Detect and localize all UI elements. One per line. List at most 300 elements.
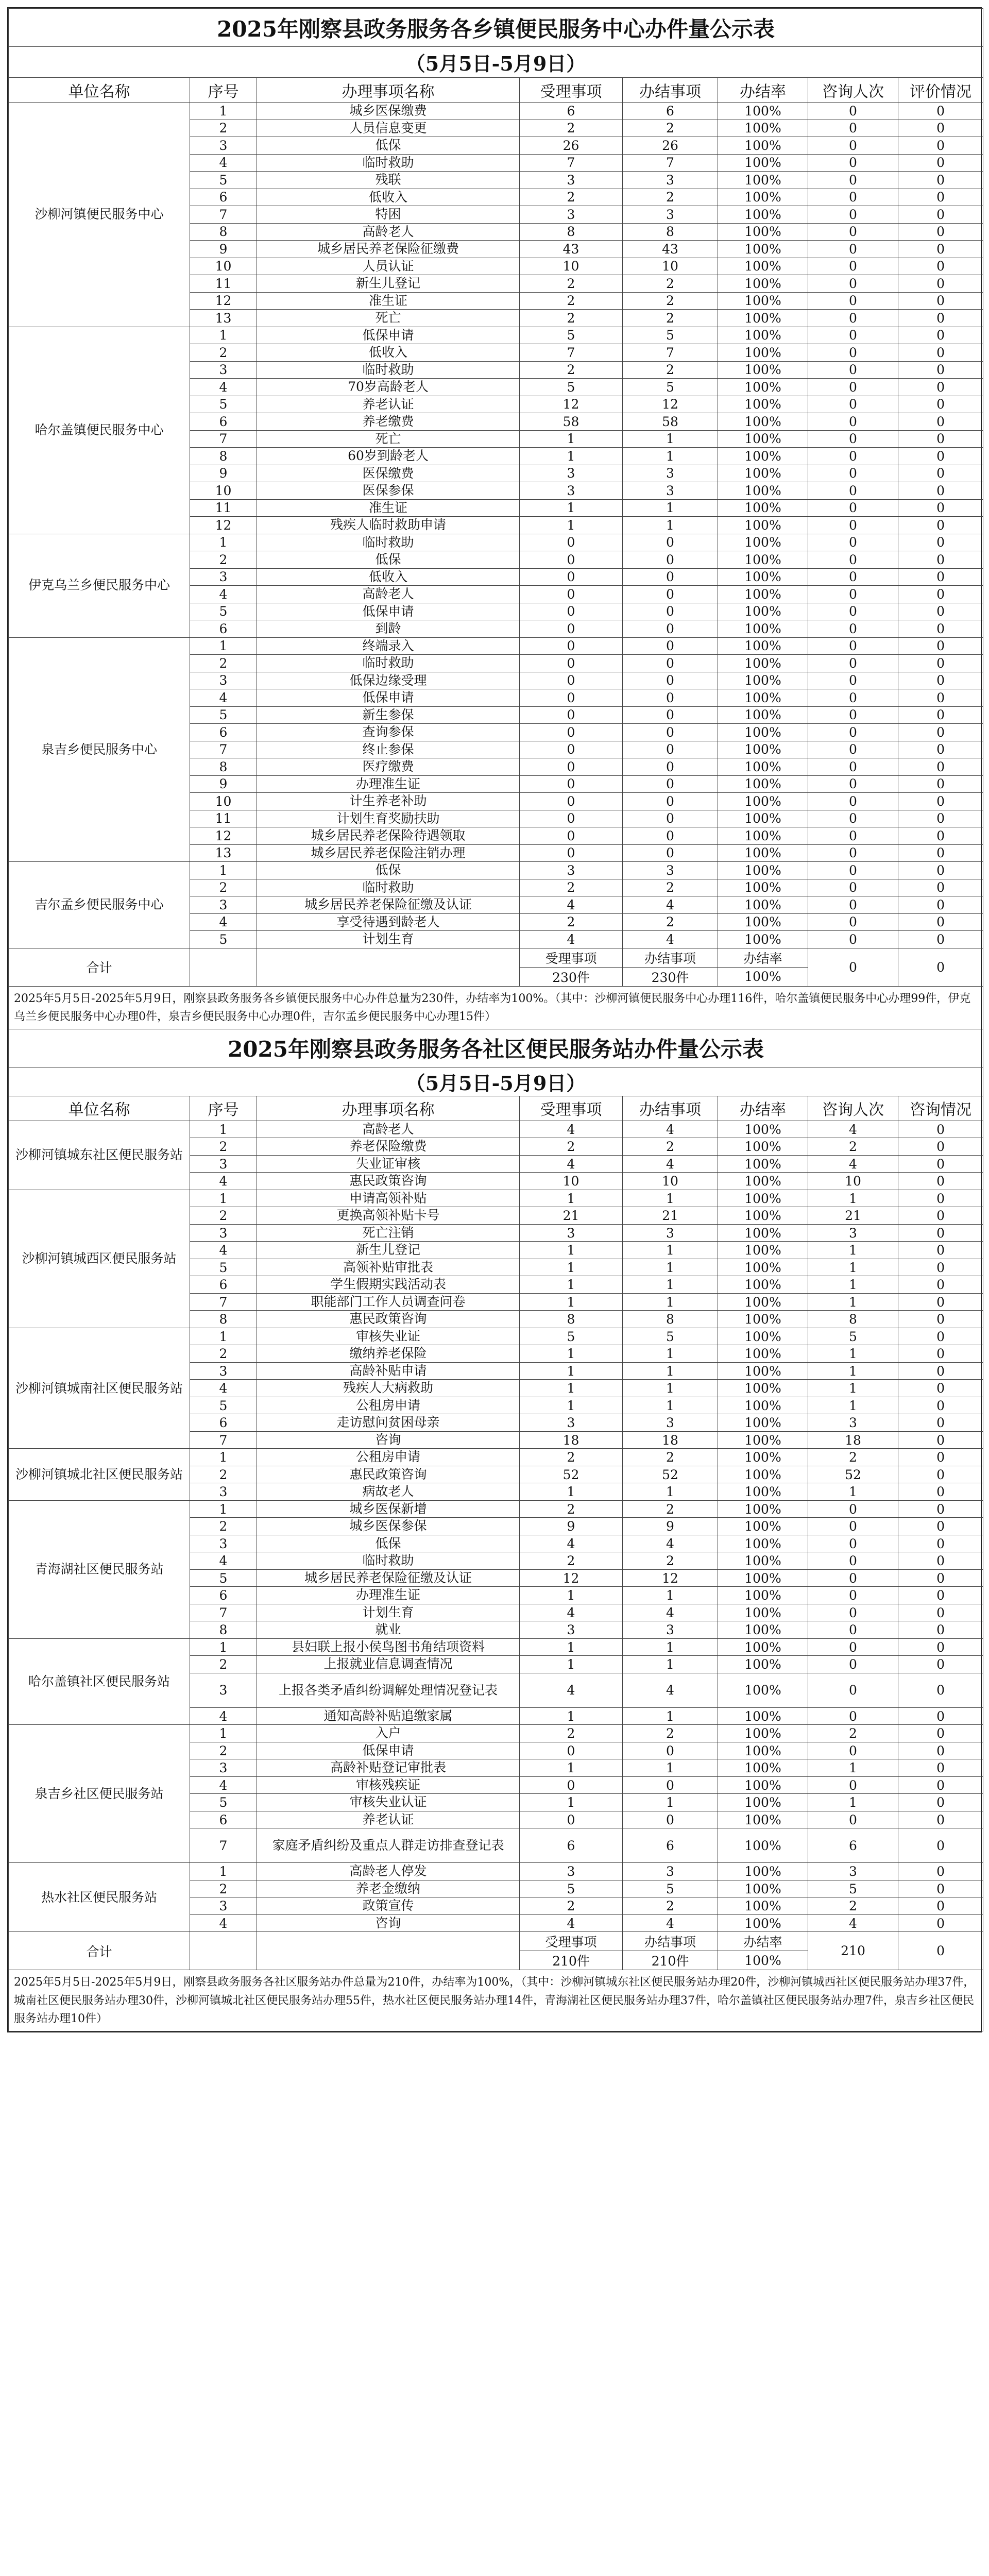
- accepted-cell: 9: [520, 1518, 623, 1535]
- table-row: [9, 1449, 983, 1466]
- eval-cell: 0: [898, 1535, 983, 1552]
- consult-cell: 0: [808, 154, 898, 172]
- consult-cell: 0: [808, 568, 898, 586]
- item-cell: 县妇联上报小侯鸟图书角结项资料: [257, 1638, 520, 1656]
- item-cell: 60岁到龄老人: [257, 448, 520, 465]
- consult-cell: 0: [808, 1638, 898, 1656]
- eval-cell: 0: [898, 154, 983, 172]
- unit-name: 伊克乌兰乡便民服务中心: [9, 534, 190, 637]
- consult-cell: 0: [808, 620, 898, 638]
- eval-cell: 0: [898, 603, 983, 620]
- completed-cell: 0: [623, 534, 718, 551]
- accepted-cell: 18: [520, 1431, 623, 1449]
- accepted-cell: 0: [520, 810, 623, 827]
- accepted-cell: 1: [520, 448, 623, 465]
- eval-cell: 0: [898, 724, 983, 741]
- completed-cell: 8: [623, 223, 718, 241]
- consult-cell: 0: [808, 913, 898, 931]
- item-cell: 人员信息变更: [257, 120, 520, 137]
- accepted-cell: 1: [520, 1276, 623, 1294]
- total-blank: [190, 948, 257, 986]
- consult-cell: 0: [808, 1673, 898, 1707]
- item-cell: 申请高领补贴: [257, 1190, 520, 1207]
- eval-cell: 0: [898, 913, 983, 931]
- completed-cell: 10: [623, 1173, 718, 1190]
- rate-cell: 100%: [718, 310, 808, 327]
- consult-cell: 0: [808, 292, 898, 310]
- accepted-cell: 4: [520, 1673, 623, 1707]
- total-completed: 230件: [623, 967, 718, 986]
- consult-cell: 1: [808, 1362, 898, 1380]
- total-accepted: 230件: [520, 967, 623, 986]
- total-consult: 0: [808, 948, 898, 986]
- eval-cell: 0: [898, 1362, 983, 1380]
- eval-cell: 0: [898, 465, 983, 482]
- completed-cell: 12: [623, 1569, 718, 1587]
- item-cell: 城乡医保新增: [257, 1500, 520, 1518]
- accepted-cell: 0: [520, 793, 623, 810]
- eval-cell: 0: [898, 413, 983, 431]
- completed-cell: 3: [623, 1863, 718, 1880]
- consult-cell: 0: [808, 499, 898, 517]
- eval-cell: 0: [898, 827, 983, 845]
- eval-cell: 0: [898, 1880, 983, 1897]
- eval-cell: 0: [898, 879, 983, 896]
- seq-cell: 8: [190, 758, 257, 776]
- completed-cell: 2: [623, 310, 718, 327]
- rate-cell: 100%: [718, 827, 808, 845]
- rate-cell: 100%: [718, 1276, 808, 1294]
- consult-cell: 0: [808, 137, 898, 155]
- unit-name: 哈尔盖镇社区便民服务站: [9, 1638, 190, 1725]
- unit-name: 吉尔孟乡便民服务中心: [9, 862, 190, 948]
- total-header: 受理事项: [520, 1932, 623, 1951]
- consult-cell: 0: [808, 862, 898, 879]
- accepted-cell: 3: [520, 465, 623, 482]
- table-row: [9, 1121, 983, 1138]
- eval-cell: 0: [898, 1397, 983, 1414]
- seq-cell: 6: [190, 413, 257, 431]
- seq-cell: 7: [190, 430, 257, 448]
- rate-cell: 100%: [718, 1656, 808, 1673]
- rate-cell: 100%: [718, 292, 808, 310]
- completed-cell: 0: [623, 724, 718, 741]
- accepted-cell: 1: [520, 1483, 623, 1501]
- consult-cell: 0: [808, 1776, 898, 1794]
- item-cell: 上报就业信息调查情况: [257, 1656, 520, 1673]
- item-cell: 查询参保: [257, 724, 520, 741]
- rate-cell: 100%: [718, 413, 808, 431]
- consult-cell: 0: [808, 1587, 898, 1604]
- eval-cell: 0: [898, 672, 983, 689]
- completed-cell: 1: [623, 1587, 718, 1604]
- accepted-cell: 8: [520, 1311, 623, 1328]
- rate-cell: 100%: [718, 1707, 808, 1725]
- seq-cell: 3: [190, 672, 257, 689]
- table-row: [9, 1725, 983, 1742]
- completed-cell: 0: [623, 655, 718, 672]
- consult-cell: 0: [808, 689, 898, 707]
- accepted-cell: 1: [520, 517, 623, 534]
- seq-cell: 12: [190, 517, 257, 534]
- consult-cell: 0: [808, 706, 898, 724]
- completed-cell: 1: [623, 1638, 718, 1656]
- eval-cell: 0: [898, 482, 983, 500]
- accepted-cell: 0: [520, 551, 623, 569]
- accepted-cell: 2: [520, 361, 623, 379]
- consult-cell: 0: [808, 879, 898, 896]
- consult-cell: 0: [808, 1811, 898, 1828]
- item-cell: 计划生育奖励扶助: [257, 810, 520, 827]
- consult-cell: 0: [808, 637, 898, 655]
- seq-cell: 4: [190, 1380, 257, 1397]
- completed-cell: 26: [623, 137, 718, 155]
- accepted-cell: 1: [520, 1759, 623, 1777]
- seq-cell: 9: [190, 775, 257, 793]
- completed-cell: 2: [623, 189, 718, 206]
- item-cell: 城乡居民养老保险待遇领取: [257, 827, 520, 845]
- consult-cell: 0: [808, 896, 898, 914]
- eval-cell: 0: [898, 1863, 983, 1880]
- rate-cell: 100%: [718, 1552, 808, 1570]
- item-cell: 家庭矛盾纠纷及重点人群走访排查登记表: [257, 1828, 520, 1863]
- completed-cell: 0: [623, 1776, 718, 1794]
- consult-cell: 2: [808, 1897, 898, 1915]
- header-cell: 办结率: [718, 1096, 808, 1121]
- eval-cell: 0: [898, 1500, 983, 1518]
- completed-cell: 12: [623, 396, 718, 413]
- eval-cell: 0: [898, 137, 983, 155]
- header-cell: 评价情况: [898, 78, 983, 103]
- completed-cell: 1: [623, 1759, 718, 1777]
- rate-cell: 100%: [718, 1328, 808, 1345]
- consult-cell: 0: [808, 465, 898, 482]
- seq-cell: 2: [190, 655, 257, 672]
- completed-cell: 2: [623, 361, 718, 379]
- consult-cell: 1: [808, 1242, 898, 1259]
- completed-cell: 21: [623, 1207, 718, 1225]
- eval-cell: 0: [898, 1828, 983, 1863]
- seq-cell: 8: [190, 1621, 257, 1639]
- completed-cell: 0: [623, 758, 718, 776]
- seq-cell: 6: [190, 1587, 257, 1604]
- completed-cell: 0: [623, 620, 718, 638]
- accepted-cell: 3: [520, 206, 623, 224]
- consult-cell: 0: [808, 413, 898, 431]
- consult-cell: 0: [808, 1500, 898, 1518]
- accepted-cell: 0: [520, 844, 623, 862]
- consult-cell: 0: [808, 586, 898, 603]
- seq-cell: 12: [190, 292, 257, 310]
- township-rows: [9, 103, 983, 948]
- eval-cell: 0: [898, 1673, 983, 1707]
- eval-cell: 0: [898, 551, 983, 569]
- consult-cell: 0: [808, 448, 898, 465]
- consult-cell: 0: [808, 931, 898, 948]
- item-cell: 临时救助: [257, 361, 520, 379]
- item-cell: 入户: [257, 1725, 520, 1742]
- seq-cell: 1: [190, 1500, 257, 1518]
- seq-cell: 1: [190, 327, 257, 344]
- rate-cell: 100%: [718, 344, 808, 362]
- header-cell: 办结事项: [623, 78, 718, 103]
- unit-name: 青海湖社区便民服务站: [9, 1500, 190, 1638]
- seq-cell: 2: [190, 1345, 257, 1363]
- seq-cell: 13: [190, 310, 257, 327]
- item-cell: 走访慰问贫困母亲: [257, 1414, 520, 1432]
- consult-cell: 0: [808, 603, 898, 620]
- eval-cell: 0: [898, 1759, 983, 1777]
- seq-cell: 5: [190, 931, 257, 948]
- accepted-cell: 2: [520, 1897, 623, 1915]
- consult-cell: 3: [808, 1224, 898, 1242]
- consult-cell: 0: [808, 655, 898, 672]
- seq-cell: 3: [190, 1897, 257, 1915]
- seq-cell: 4: [190, 1552, 257, 1570]
- unit-name: 沙柳河镇城东社区便民服务站: [9, 1121, 190, 1190]
- seq-cell: 5: [190, 603, 257, 620]
- eval-cell: 0: [898, 103, 983, 120]
- accepted-cell: 4: [520, 1914, 623, 1932]
- eval-cell: 0: [898, 189, 983, 206]
- table-row: [9, 103, 983, 120]
- accepted-cell: 3: [520, 172, 623, 189]
- table-row: [9, 862, 983, 879]
- accepted-cell: 5: [520, 379, 623, 396]
- completed-cell: 1: [623, 1483, 718, 1501]
- consult-cell: 0: [808, 1656, 898, 1673]
- accepted-cell: 6: [520, 103, 623, 120]
- completed-cell: 4: [623, 1673, 718, 1707]
- accepted-cell: 0: [520, 1742, 623, 1759]
- eval-cell: 0: [898, 396, 983, 413]
- completed-cell: 5: [623, 1328, 718, 1345]
- eval-cell: 0: [898, 741, 983, 758]
- rate-cell: 100%: [718, 896, 808, 914]
- completed-cell: 18: [623, 1431, 718, 1449]
- seq-cell: 1: [190, 1328, 257, 1345]
- completed-cell: 1: [623, 1190, 718, 1207]
- rate-cell: 100%: [718, 361, 808, 379]
- seq-cell: 1: [190, 1449, 257, 1466]
- consult-cell: 0: [808, 241, 898, 258]
- completed-cell: 2: [623, 1500, 718, 1518]
- eval-cell: 0: [898, 1173, 983, 1190]
- rate-cell: 100%: [718, 1259, 808, 1276]
- consult-cell: 1: [808, 1190, 898, 1207]
- eval-cell: 0: [898, 241, 983, 258]
- seq-cell: 3: [190, 1759, 257, 1777]
- accepted-cell: 10: [520, 1173, 623, 1190]
- eval-cell: 0: [898, 1155, 983, 1173]
- township-header-row: [9, 78, 983, 103]
- seq-cell: 7: [190, 1293, 257, 1311]
- item-cell: 低保申请: [257, 327, 520, 344]
- seq-cell: 6: [190, 724, 257, 741]
- township-table-title: 2025年刚察县政务服务各乡镇便民服务中心办件量公示表: [9, 9, 983, 47]
- eval-cell: 0: [898, 1224, 983, 1242]
- eval-cell: 0: [898, 1914, 983, 1932]
- table-row: [9, 1638, 983, 1656]
- total-eval: 0: [898, 1932, 983, 1970]
- eval-cell: 0: [898, 1449, 983, 1466]
- consult-cell: 0: [808, 189, 898, 206]
- item-cell: 城乡医保缴费: [257, 103, 520, 120]
- seq-cell: 5: [190, 1569, 257, 1587]
- completed-cell: 6: [623, 103, 718, 120]
- accepted-cell: 26: [520, 137, 623, 155]
- consult-cell: 4: [808, 1914, 898, 1932]
- eval-cell: 0: [898, 844, 983, 862]
- rate-cell: 100%: [718, 1828, 808, 1863]
- consult-cell: 0: [808, 258, 898, 275]
- seq-cell: 2: [190, 551, 257, 569]
- header-cell: 咨询人次: [808, 1096, 898, 1121]
- consult-cell: 2: [808, 1725, 898, 1742]
- consult-cell: 0: [808, 827, 898, 845]
- total-label: 合计: [9, 948, 190, 986]
- item-cell: 审核残疾证: [257, 1776, 520, 1794]
- completed-cell: 0: [623, 1811, 718, 1828]
- seq-cell: 6: [190, 1414, 257, 1432]
- completed-cell: 8: [623, 1311, 718, 1328]
- seq-cell: 8: [190, 223, 257, 241]
- accepted-cell: 4: [520, 931, 623, 948]
- rate-cell: 100%: [718, 1880, 808, 1897]
- item-cell: 临时救助: [257, 154, 520, 172]
- publicity-tables: [8, 8, 983, 2031]
- rate-cell: 100%: [718, 1138, 808, 1156]
- accepted-cell: 0: [520, 586, 623, 603]
- accepted-cell: 2: [520, 1449, 623, 1466]
- seq-cell: 1: [190, 1638, 257, 1656]
- seq-cell: 4: [190, 1776, 257, 1794]
- completed-cell: 0: [623, 706, 718, 724]
- eval-cell: 0: [898, 931, 983, 948]
- accepted-cell: 1: [520, 1794, 623, 1811]
- consult-cell: 18: [808, 1431, 898, 1449]
- consult-cell: 0: [808, 1518, 898, 1535]
- seq-cell: 4: [190, 1707, 257, 1725]
- rate-cell: 100%: [718, 1173, 808, 1190]
- item-cell: 计划生育: [257, 1604, 520, 1621]
- total-header: 办结率: [718, 948, 808, 967]
- rate-cell: 100%: [718, 603, 808, 620]
- item-cell: 临时救助: [257, 1552, 520, 1570]
- item-cell: 新生儿登记: [257, 275, 520, 293]
- rate-cell: 100%: [718, 482, 808, 500]
- consult-cell: 1: [808, 1276, 898, 1294]
- accepted-cell: 4: [520, 1155, 623, 1173]
- item-cell: 城乡居民养老保险征缴及认证: [257, 1569, 520, 1587]
- accepted-cell: 3: [520, 482, 623, 500]
- eval-cell: 0: [898, 1776, 983, 1794]
- completed-cell: 3: [623, 172, 718, 189]
- rate-cell: 100%: [718, 448, 808, 465]
- accepted-cell: 12: [520, 1569, 623, 1587]
- accepted-cell: 1: [520, 1707, 623, 1725]
- rate-cell: 100%: [718, 396, 808, 413]
- item-cell: 临时救助: [257, 655, 520, 672]
- seq-cell: 1: [190, 1190, 257, 1207]
- item-cell: 低保: [257, 1535, 520, 1552]
- rate-cell: 100%: [718, 1362, 808, 1380]
- rate-cell: 100%: [718, 1587, 808, 1604]
- rate-cell: 100%: [718, 223, 808, 241]
- unit-name: 泉吉乡社区便民服务站: [9, 1725, 190, 1863]
- item-cell: 低保: [257, 137, 520, 155]
- eval-cell: 0: [898, 448, 983, 465]
- completed-cell: 43: [623, 241, 718, 258]
- accepted-cell: 3: [520, 1621, 623, 1639]
- consult-cell: 0: [808, 379, 898, 396]
- consult-cell: 0: [808, 551, 898, 569]
- item-cell: 计划生育: [257, 931, 520, 948]
- eval-cell: 0: [898, 706, 983, 724]
- eval-cell: 0: [898, 896, 983, 914]
- unit-name: 哈尔盖镇便民服务中心: [9, 327, 190, 534]
- accepted-cell: 0: [520, 655, 623, 672]
- completed-cell: 0: [623, 568, 718, 586]
- total-blank: [190, 1932, 257, 1970]
- eval-cell: 0: [898, 327, 983, 344]
- item-cell: 就业: [257, 1621, 520, 1639]
- rate-cell: 100%: [718, 430, 808, 448]
- seq-cell: 2: [190, 1207, 257, 1225]
- total-header: 办结事项: [623, 948, 718, 967]
- completed-cell: 1: [623, 1794, 718, 1811]
- consult-cell: 1: [808, 1397, 898, 1414]
- item-cell: 惠民政策咨询: [257, 1466, 520, 1483]
- rate-cell: 100%: [718, 1121, 808, 1138]
- rate-cell: 100%: [718, 1673, 808, 1707]
- item-cell: 低收入: [257, 189, 520, 206]
- seq-cell: 2: [190, 1656, 257, 1673]
- accepted-cell: 3: [520, 1414, 623, 1432]
- completed-cell: 0: [623, 637, 718, 655]
- accepted-cell: 3: [520, 862, 623, 879]
- table-row: [9, 327, 983, 344]
- item-cell: 养老认证: [257, 396, 520, 413]
- item-cell: 低保申请: [257, 603, 520, 620]
- accepted-cell: 4: [520, 896, 623, 914]
- rate-cell: 100%: [718, 1449, 808, 1466]
- eval-cell: 0: [898, 775, 983, 793]
- completed-cell: 2: [623, 292, 718, 310]
- accepted-cell: 1: [520, 1293, 623, 1311]
- eval-cell: 0: [898, 1604, 983, 1621]
- accepted-cell: 3: [520, 1224, 623, 1242]
- unit-name: 沙柳河镇城北社区便民服务站: [9, 1449, 190, 1501]
- rate-cell: 100%: [718, 120, 808, 137]
- completed-cell: 1: [623, 499, 718, 517]
- accepted-cell: 21: [520, 1207, 623, 1225]
- unit-name: 沙柳河镇便民服务中心: [9, 103, 190, 327]
- completed-cell: 0: [623, 793, 718, 810]
- rate-cell: 100%: [718, 1569, 808, 1587]
- rate-cell: 100%: [718, 758, 808, 776]
- rate-cell: 100%: [718, 1242, 808, 1259]
- rate-cell: 100%: [718, 1535, 808, 1552]
- item-cell: 养老金缴纳: [257, 1880, 520, 1897]
- completed-cell: 1: [623, 1276, 718, 1294]
- item-cell: 审核失业证: [257, 1328, 520, 1345]
- community-table-subtitle: （5月5日-5月9日）: [9, 1067, 983, 1096]
- completed-cell: 0: [623, 603, 718, 620]
- total-blank: [257, 1932, 520, 1970]
- seq-cell: 8: [190, 1311, 257, 1328]
- eval-cell: 0: [898, 1328, 983, 1345]
